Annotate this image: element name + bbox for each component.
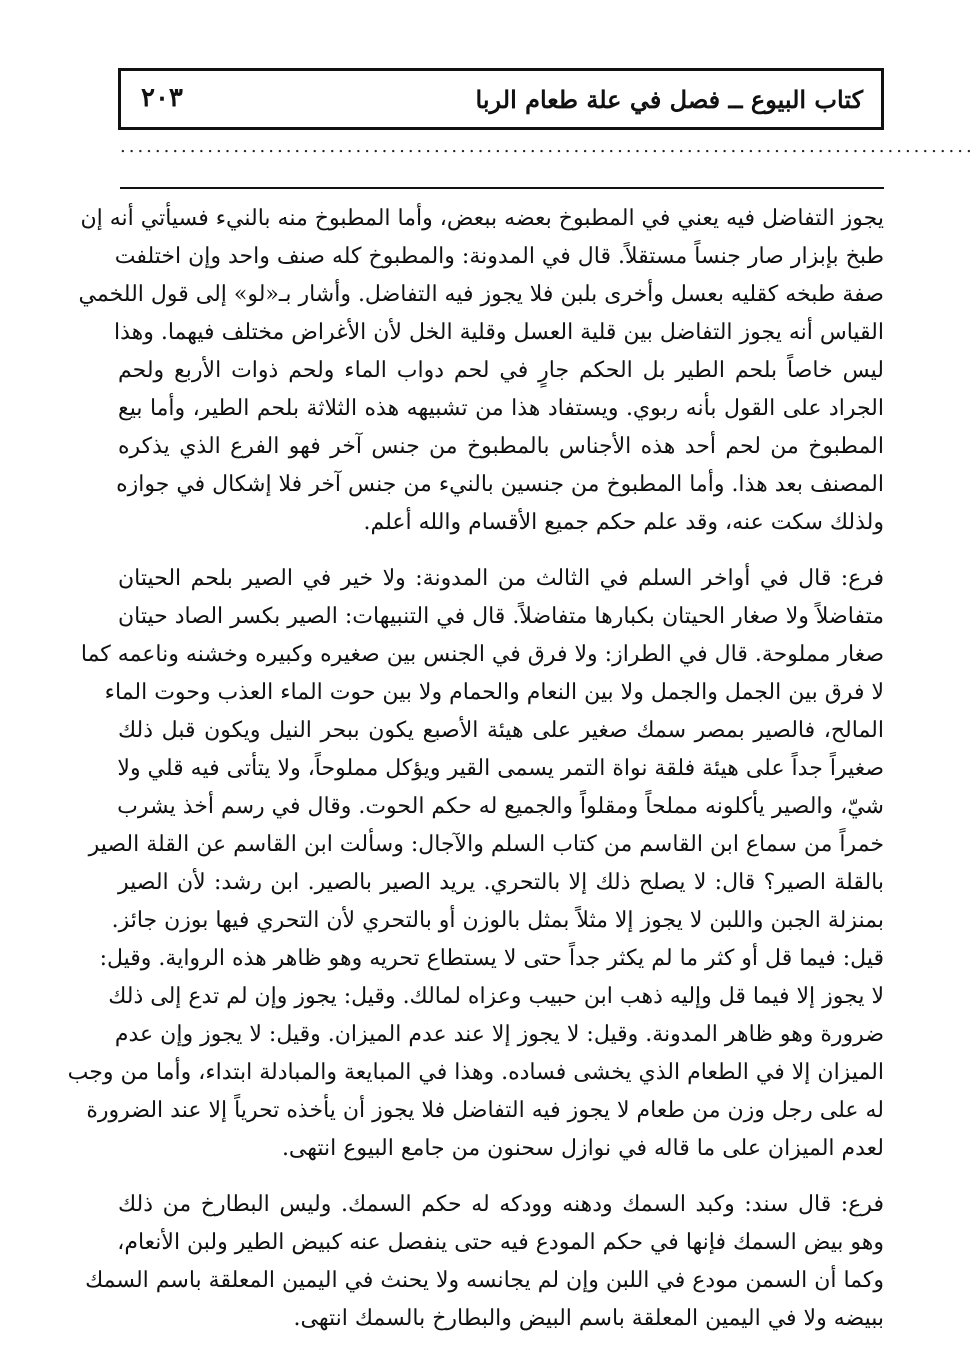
body-text [67,200,884,1338]
text-line: المطبوخ من لحم أحد هذه الأجناس بالمطبوخ من جنس آخر فهو الفرع الذي يذكره [118,434,884,459]
text-line: قيل: فيما قل أو كثر ما لم يكثر جداً حتى لا يستطاع تحريه وهو ظاهر هذه الرواية. وقيل: [99,946,884,971]
text-line: وهو بيض السمك فإنها في حكم المودع فيه حتى ينفصل عنه كبيض الطير ولبن الأنعام، [117,1230,884,1255]
text-line: الميزان إلا في الطعام الذي يخشى فساده. وهذا في المبايعة والمبادلة ابتداء، وأما من وجب [67,1060,884,1085]
text-line: بمنزلة الجبن واللبن لا يجوز إلا مثلاً بمثل بالوزن أو بالتحري لأن التحري فيها بوزن جائز. [111,908,884,933]
header-rule [120,187,884,189]
text-line: وكما أن السمن مودع في اللبن وإن لم يجانسه ولا يحنث في اليمين المعلقة باسم السمك [85,1268,884,1293]
text-line: ليس خاصاً بلحم الطير بل الحكم جارٍ في لحم دواب الماء ولحم ذوات الأربع ولحم [118,358,884,383]
dotted-separator: .................................................................................................. [120,136,975,157]
text-line: فرع: قال سند: وكبد السمك ودهنه وودكه له حكم السمك. وليس البطارخ من ذلك [118,1192,884,1217]
text-line: له على رجل وزن من طعام لا يجوز فيه التفاضل فلا يجوز أن يأخذه تحرياً إلا عند الضرورة [86,1098,884,1123]
page-number: ٢٠٣ [141,83,183,113]
text-line: يجوز التفاضل فيه يعني في المطبوخ بعضه ببعض، وأما المطبوخ منه بالنيء فسيأتي أنه إن [80,206,884,231]
text-line: المالح، فالصير بمصر سمك صغير على هيئة الأصبع يكون ببحر النيل ويكون قبل ذلك [118,718,884,743]
text-line: فرع: قال في أواخر السلم في الثالث من المدونة: ولا خير في الصير بلحم الحيتان [118,566,884,591]
text-line: خمراً من سماع ابن القاسم من كتاب السلم والآجال: وسألت ابن القاسم عن القلة الصير [88,832,884,857]
paragraph-gap [118,542,884,560]
text-line: بالقلة الصير؟ قال: لا يصلح ذلك إلا بالتحري. يريد الصير بالصير. ابن رشد: لأن الصير [118,870,884,895]
text-line: لا يجوز إلا فيما قل وإليه ذهب ابن حبيب وعزاه لمالك. وقيل: يجوز وإن لم تدع إلى ذلك [108,984,884,1009]
text-line: صفة طبخه كقليه بعسل وأخرى بلبن فلا يجوز فيه التفاضل. وأشار بـ«لو» إلى قول اللخمي [78,282,884,307]
paragraph [85,1186,884,1338]
paragraph-gap [118,1168,884,1186]
text-line: صغيراً جداً على هيئة فلقة نواة التمر يسمى القير ويؤكل مملوحاً، ولا يتأتى فيه قلي ولا [117,756,884,781]
paragraph [78,200,884,542]
text-line: شيّ، والصير يأكلونه مملحاً ومقلواً والجميع له حكم الحوت. وقال في رسم أخذ يشرب [117,794,884,819]
text-line: لعدم الميزان على ما قاله في نوازل سحنون من جامع البيوع انتهى. [281,1136,884,1161]
text-line: لا فرق بين الجمل والجمل ولا بين النعام والحمام ولا بين حوت الماء العذب وحوت الماء [104,680,884,705]
text-line: المصنف بعد هذا. وأما المطبوخ من جنسين بالنيء من جنس آخر فلا إشكال في جوازه [116,472,884,497]
text-line: طبخ بإبزار صار جنساً مستقلاً. قال في المدونة: والمطبوخ كله صنف واحد وإن اختلفت [114,244,884,269]
running-header [118,68,884,130]
text-line: الجراد على القول بأنه ربوي. ويستفاد هذا من تشبيهه هذه الثلاثة بلحم الطير، وأما بيع [118,396,884,421]
text-line: القياس أنه يجوز التفاضل بين قلية العسل وقلية الخل لأن الأغراض مختلف فيهما. وهذا [113,320,884,345]
header-title: كتاب البيوع ــ فصل في علة طعام الربا [475,85,863,114]
text-line: ببيضه ولا في اليمين المعلقة باسم البيض والبطارخ بالسمك انتهى. [293,1306,884,1331]
paragraph [67,560,884,1168]
text-line: ضرورة وهو ظاهر المدونة. وقيل: لا يجوز إلا عند عدم الميزان. وقيل: لا يجوز وإن عدم [114,1022,884,1047]
text-line: ولذلك سكت عنه، وقد علم حكم جميع الأقسام والله أعلم. [363,510,884,535]
text-line: صغار مملوحة. قال في الطراز: ولا فرق في الجنس بين صغيره وكبيره وخشنه وناعمه كما [80,642,884,667]
text-line: متفاضلاً ولا صغار الحيتان بكبارها متفاضلاً. قال في التنبيهات: الصير بكسر الصاد حيتان [118,604,884,629]
